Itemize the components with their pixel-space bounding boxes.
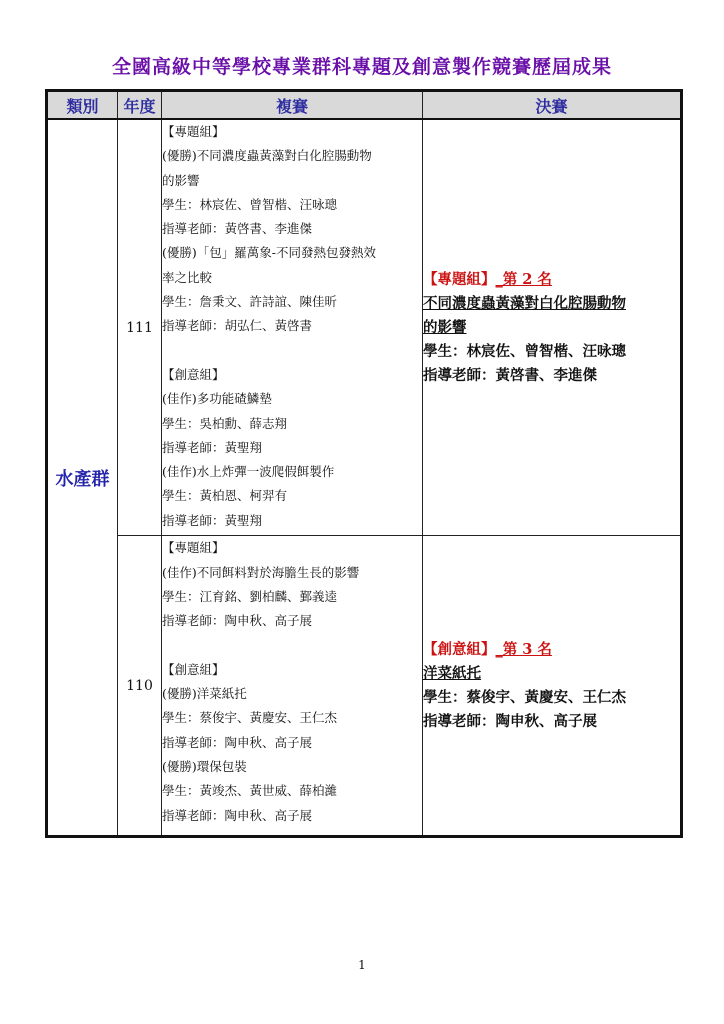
category-cell: 水產群 [47, 119, 118, 837]
award-group: 【創意組】 [423, 640, 496, 658]
prelim-line: (佳作)水上炸彈一波爬假餌製作 [162, 464, 335, 480]
award-rank: _第 2 名 [495, 270, 552, 288]
page-number: 1 [358, 958, 366, 972]
prelim-line: 學生：林宸佐、曾智楷、汪咏璁 [162, 196, 338, 212]
creative-group-heading: 【創意組】 [162, 366, 225, 382]
table-row [47, 119, 682, 536]
prelim-line: 指導老師：陶申秋、高子展 [162, 807, 313, 823]
prelim-line: 學生：黃柏恩、柯羿有 [162, 488, 288, 504]
header-row [47, 91, 682, 120]
award-rank: _第 3 名 [495, 640, 552, 658]
final-project-title: 不同濃度蟲黃藻對白化腔腸動物 [423, 294, 626, 312]
prelim-line: 指導老師：陶申秋、高子展 [162, 734, 313, 750]
prelim-line: 學生：蔡俊宇、黃慶安、王仁杰 [162, 710, 338, 726]
final-students: 學生：林宸佐、曾智楷、汪咏璁 [423, 342, 626, 360]
award-group: 【專題組】 [423, 270, 496, 288]
prelim-line: (優勝)洋菜紙托 [162, 686, 247, 702]
header-category: 類別 [47, 91, 118, 120]
final-cell [423, 536, 682, 837]
spacer [162, 634, 422, 658]
prelim-line: 學生：江育銘、劉柏麟、鄞義逵 [162, 588, 338, 604]
header-prelim: 複賽 [162, 91, 423, 120]
prelim-line: 指導老師：胡弘仁、黃啓書 [162, 318, 313, 334]
table-row [47, 536, 682, 837]
prelim-line: 的影響 [162, 172, 200, 188]
prelim-cell [162, 119, 423, 536]
prelim-line: (優勝)環保包裝 [162, 759, 247, 775]
prelim-cell [162, 536, 423, 837]
prelim-line: 指導老師：陶申秋、高子展 [162, 613, 313, 629]
header-year: 年度 [118, 91, 162, 120]
header-final: 決賽 [423, 91, 682, 120]
prelim-line: 學生：黃竣杰、黃世威、薛柏濰 [162, 783, 338, 799]
final-project-title: 的影響 [423, 318, 467, 336]
prelim-line: 指導老師：黃啓書、李進傑 [162, 221, 313, 237]
final-students: 學生：蔡俊宇、黃慶安、王仁杰 [423, 688, 626, 706]
topic-group-heading: 【專題組】 [162, 124, 225, 139]
results-table [45, 89, 683, 838]
final-teachers: 指導老師：陶申秋、高子展 [423, 712, 597, 730]
prelim-line: (優勝)不同濃度蟲黃藻對白化腔腸動物 [162, 148, 372, 164]
prelim-line: 學生：吳柏勳、薛志翔 [162, 415, 288, 431]
page-title: 全國高級中等學校專業群科專題及創意製作競賽歷屆成果 [111, 56, 612, 78]
final-project-title: 洋菜紙托 [423, 664, 481, 682]
prelim-line: 指導老師：黃聖翔 [162, 439, 263, 455]
prelim-line: (優勝)「包」羅萬象-不同發熱包發熱效 [162, 245, 376, 261]
final-award-heading [423, 638, 680, 662]
prelim-line: 率之比較 [162, 269, 213, 285]
year-cell: 110 [118, 536, 162, 837]
year-cell: 111 [118, 119, 162, 536]
final-cell [423, 119, 682, 536]
prelim-line: 學生：詹秉文、許詩誼、陳佳昕 [162, 294, 338, 310]
topic-group-heading: 【專題組】 [162, 540, 225, 556]
spacer [162, 339, 422, 363]
final-teachers: 指導老師：黃啓書、李進傑 [423, 366, 597, 384]
prelim-line: 指導老師：黃聖翔 [162, 512, 263, 528]
creative-group-heading: 【創意組】 [162, 661, 225, 677]
prelim-line: (佳作)不同餌料對於海膽生長的影響 [162, 564, 360, 580]
final-award-heading [423, 268, 680, 292]
prelim-line: (佳作)多功能碴鱗墊 [162, 391, 272, 407]
